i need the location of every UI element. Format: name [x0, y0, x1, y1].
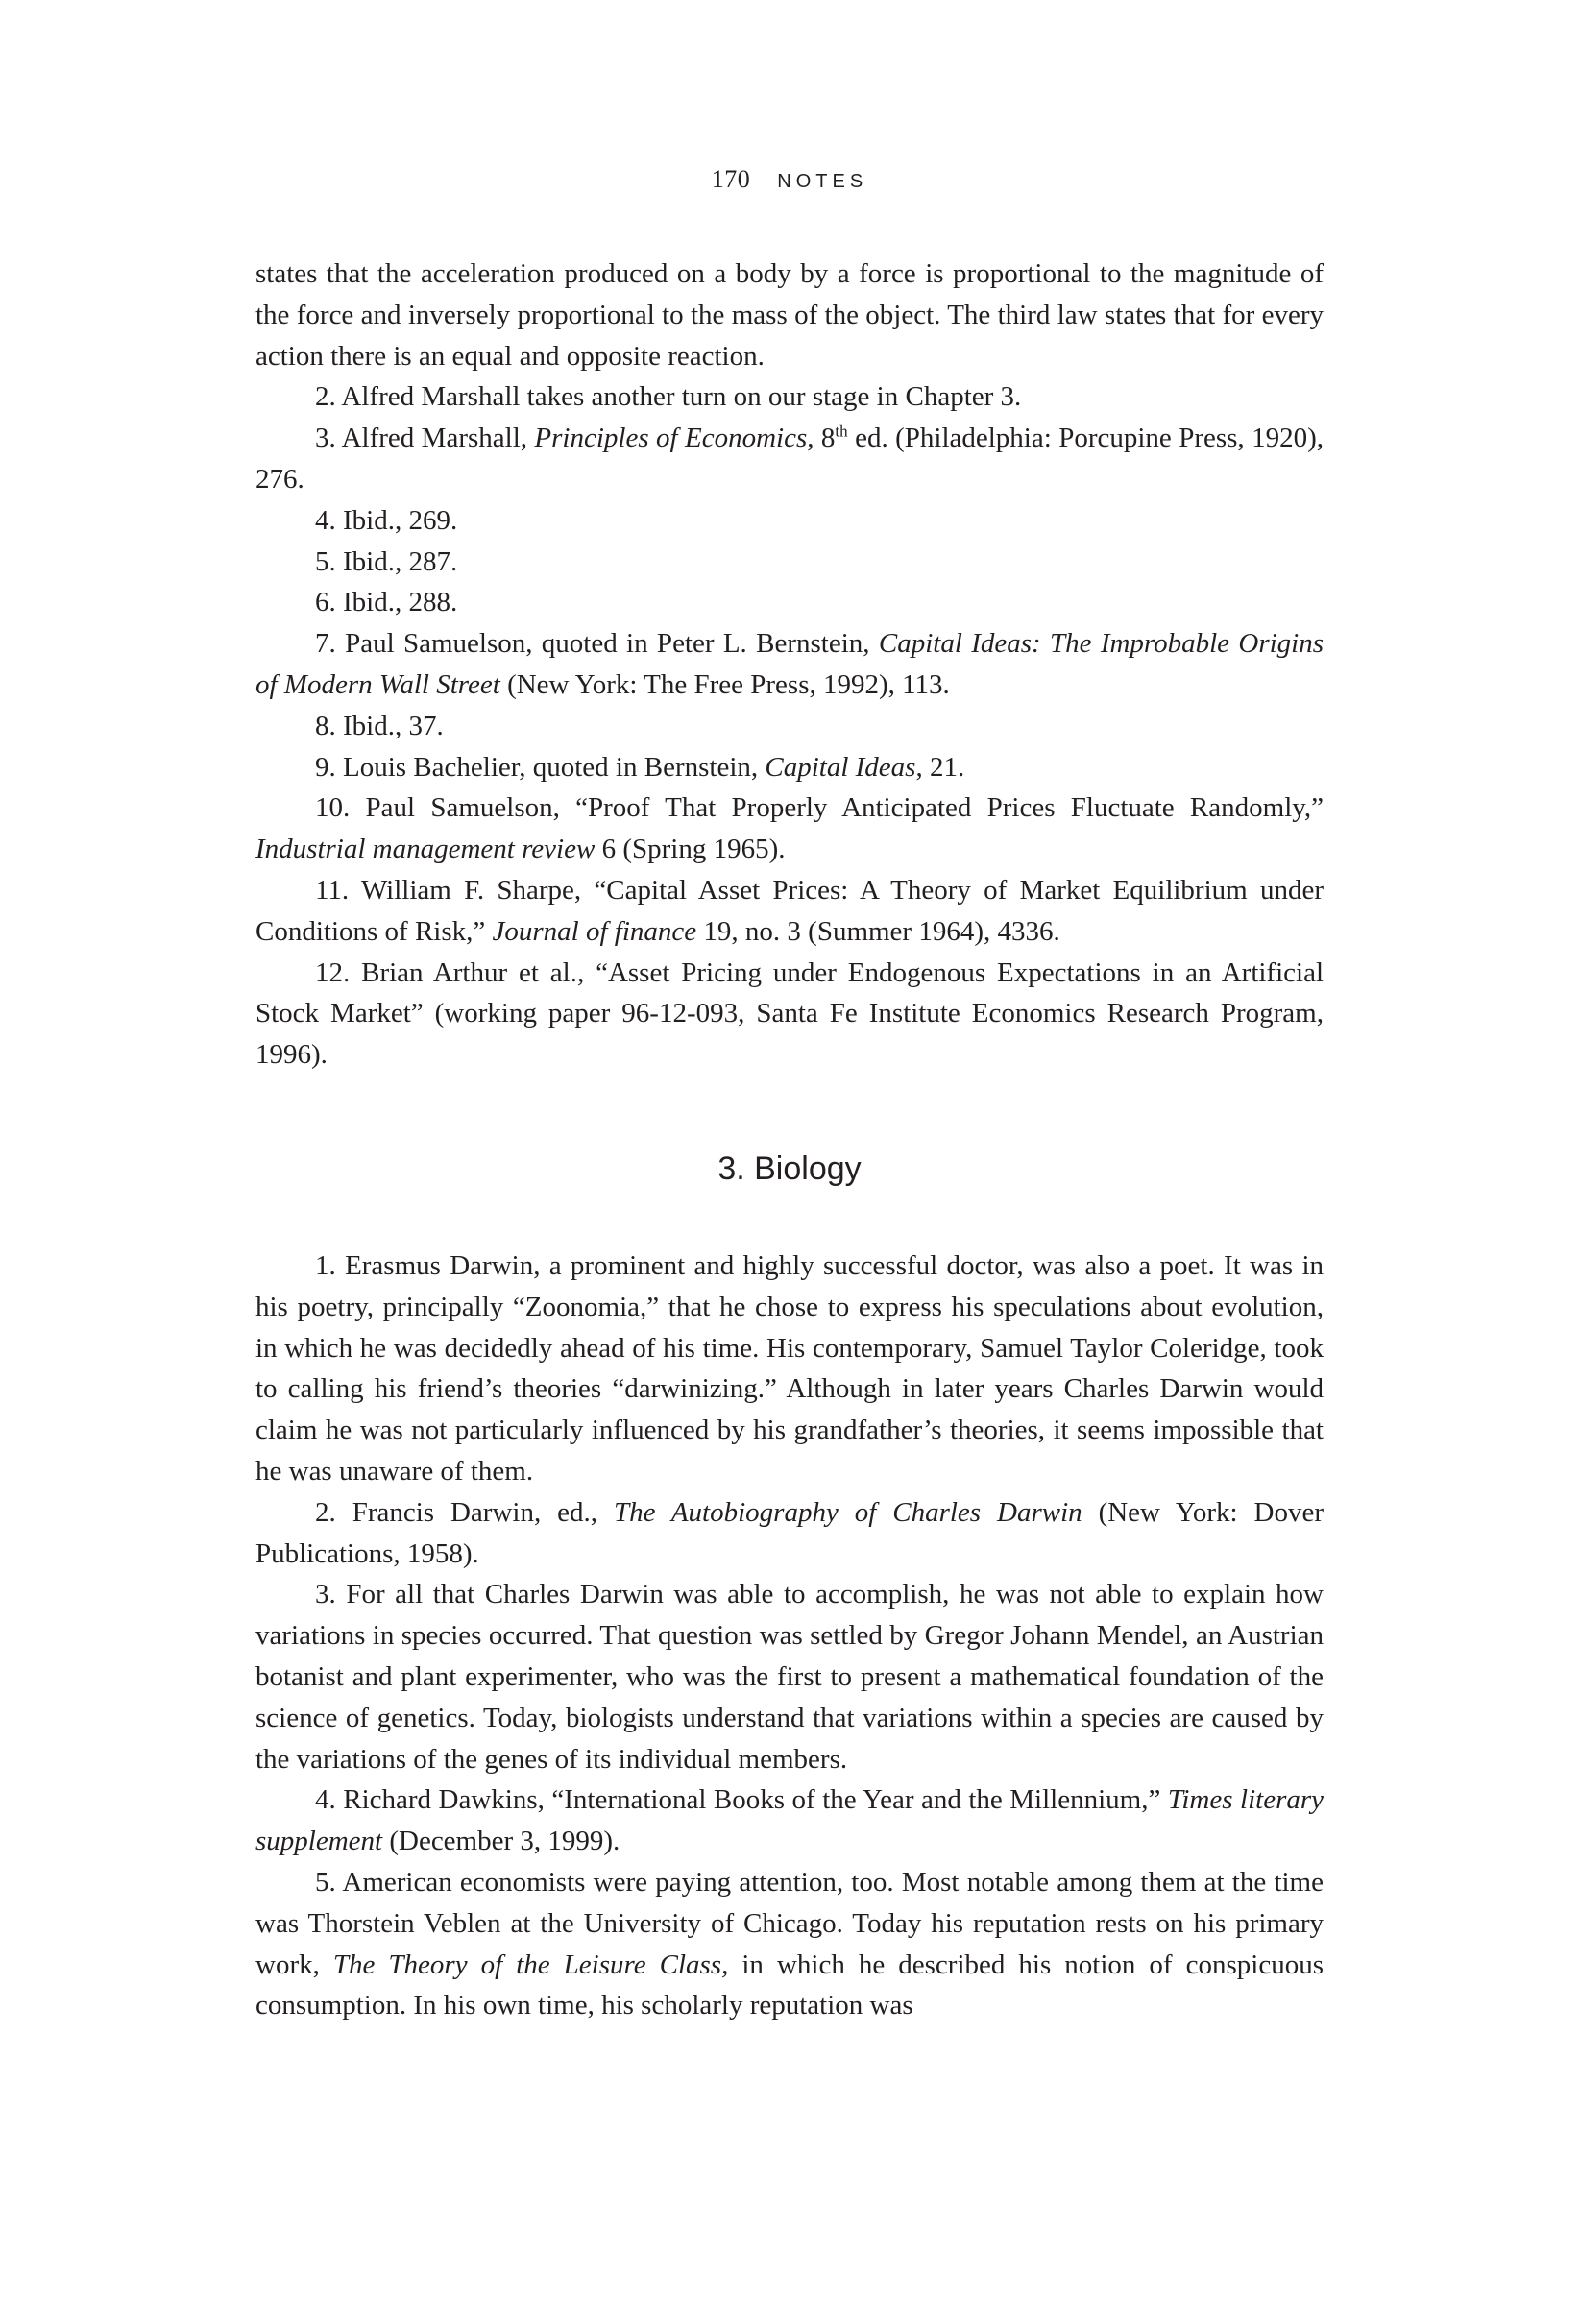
- running-head: [255, 165, 1324, 196]
- journal-title: Times literary supplement: [255, 1784, 1325, 1857]
- note-12: 12. Brian Arthur et al., “Asset Pricing under Endogenous Expectations in an Artificial Stock Market” (working paper 96-12-093, Santa Fe Institute Economics Research Program, 1996).: [255, 956, 1325, 1071]
- note-2: 2. Francis Darwin, ed., The Autobiography of Charles Darwin (New York: Dover Publications, 1958).: [255, 1496, 1324, 1569]
- book-title: Principles of Economics: [534, 423, 808, 454]
- note-3: 3. For all that Charles Darwin was able to accomplish, he was not able to explain how variations in species occurred. That question was settled by Gregor Johann Mendel, an Austrian botanist and plant experimenter, who was the first to present a mathematical foundation of the science of genetics. Today, biologists understand that variations within a species are caused by the variations of the genes of its individual members.: [255, 1579, 1325, 1775]
- note-5: 5. Ibid., 287.: [315, 545, 458, 577]
- note-11: 11. William F. Sharpe, “Capital Asset Prices: A Theory of Market Equilibrium under Conditions of Risk,” Journal of finance 19, no. 3 (Summer 1964), 4336.: [255, 874, 1324, 947]
- chapter-2-notes: [255, 254, 1324, 1076]
- book-title: The Autobiography of Charles Darwin: [613, 1496, 1082, 1528]
- note-7: 7. Paul Samuelson, quoted in Peter L. Bernstein, Capital Ideas: The Improbable Origins of Modern Wall Street (New York: The Free Press, 1992), 113.: [255, 628, 1325, 700]
- note-4: 4. Richard Dawkins, “International Books of the Year and the Millennium,” Times literary supplement (December 3, 1999).: [255, 1784, 1325, 1857]
- book-title: Capital Ideas: [765, 751, 916, 783]
- note-6: 6. Ibid., 288.: [315, 587, 458, 618]
- chapter-3-notes: [255, 1246, 1324, 2026]
- note-continuation: states that the acceleration produced on a body by a force is proportional to the magnitude of the force and inversely proportional to the mass of the object. The third law states that for every action there is an equal and opposite reaction.: [255, 258, 1324, 372]
- note-4: 4. Ibid., 269.: [315, 504, 458, 536]
- page-number: 170: [711, 165, 751, 193]
- note-5: 5. American economists were paying attention, too. Most notable among them at the time was Thorstein Veblen at the University of Chicago. Today his reputation rests on his primary work, The Theory of the Leisure Class, in which he described his notion of conspicuous consumption. In his own time, his scholarly reputation was: [255, 1866, 1324, 2021]
- journal-title: Journal of finance: [492, 915, 697, 947]
- note-3: 3. Alfred Marshall, Principles of Economics, 8th ed. (Philadelphia: Porcupine Press, 1920), 276.: [255, 422, 1324, 495]
- note-9: 9. Louis Bachelier, quoted in Bernstein, Capital Ideas, 21.: [315, 751, 965, 783]
- note-10: 10. Paul Samuelson, “Proof That Properly Anticipated Prices Fluctuate Randomly,” Industrial management review 6 (Spring 1965).: [255, 792, 1324, 865]
- chapter-heading: 3. Biology: [717, 1150, 862, 1187]
- note-2: 2. Alfred Marshall takes another turn on our stage in Chapter 3.: [315, 381, 1022, 413]
- section-title: NOTES: [777, 171, 868, 192]
- book-title: Capital Ideas: The Improbable Origins of Modern Wall Street: [255, 628, 1325, 700]
- journal-title: Industrial management review: [255, 834, 596, 865]
- note-8: 8. Ibid., 37.: [315, 710, 444, 741]
- book-title: The Theory of the Leisure Class,: [332, 1949, 729, 1980]
- note-1: 1. Erasmus Darwin, a prominent and highly successful doctor, was also a poet. It was in his poetry, principally “Zoonomia,” that he chose to express his speculations about evolution, in which he was decidedly ahead of his time. His contemporary, Samuel Taylor Coleridge, took to calling his friend’s theories “darwinizing.” Although in later years Charles Darwin would claim he was not particularly influenced by his grandfather’s theories, it seems impossible that he was unaware of them.: [255, 1250, 1325, 1487]
